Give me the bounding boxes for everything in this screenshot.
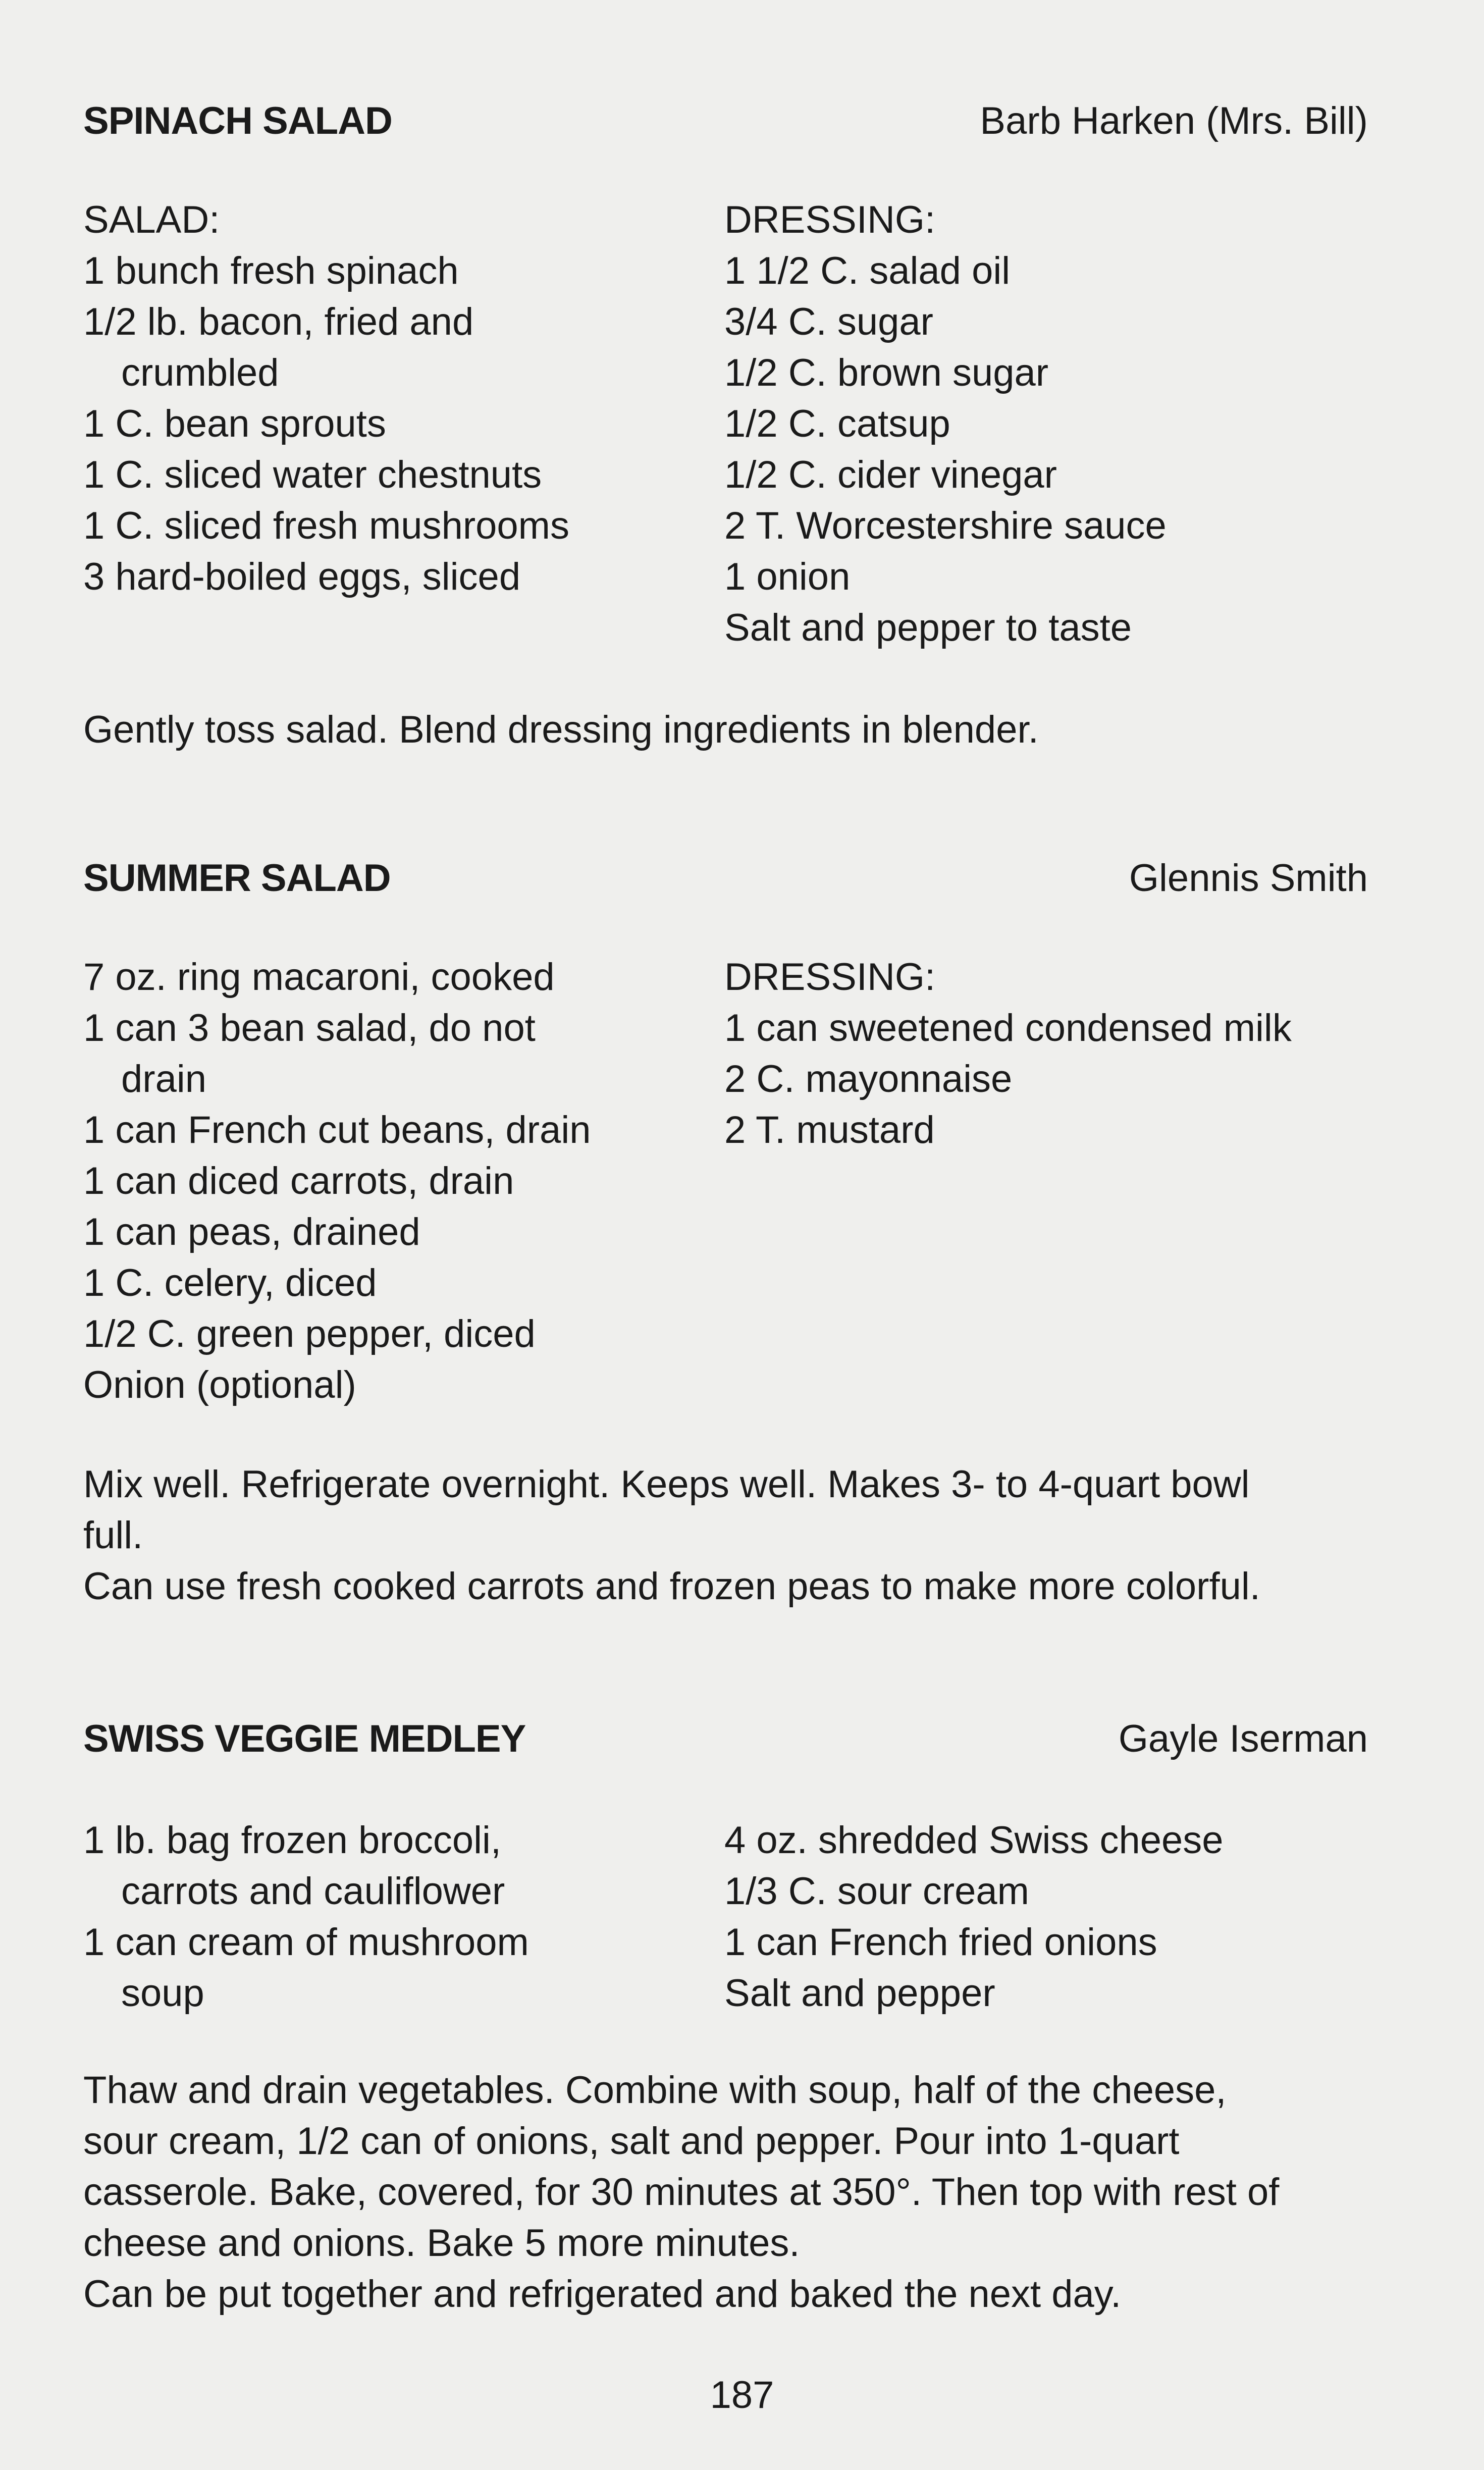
ingredient-line: Onion (optional) bbox=[83, 1363, 356, 1406]
direction-line: Can be put together and refrigerated and baked the next day. bbox=[83, 2273, 1122, 2316]
ingredient-line: 3 hard-boiled eggs, sliced bbox=[83, 555, 521, 598]
page-number: 187 bbox=[710, 2374, 774, 2416]
ingredients-left-column bbox=[83, 1815, 529, 2019]
ingredient-line: 1 can French cut beans, drain bbox=[83, 1109, 591, 1151]
ingredient-line: 1 lb. bag frozen broccoli, bbox=[83, 1819, 502, 1862]
ingredients-right-column bbox=[724, 194, 1167, 653]
recipe-summer-salad bbox=[83, 856, 1368, 1608]
ingredient-line: 1 can diced carrots, drain bbox=[83, 1160, 514, 1202]
ingredient-line: carrots and cauliflower bbox=[121, 1870, 505, 1913]
recipe-author: Glennis Smith bbox=[1129, 857, 1368, 900]
ingredient-line: 1 onion bbox=[724, 555, 851, 598]
recipe-header bbox=[83, 856, 1368, 901]
ingredient-line: 1/3 C. sour cream bbox=[724, 1870, 1029, 1913]
ingredient-line: 4 oz. shredded Swiss cheese bbox=[724, 1819, 1224, 1862]
ingredients-right-column bbox=[724, 1815, 1224, 2019]
ingredient-line: Salt and pepper bbox=[724, 1972, 995, 2015]
ingredient-line: drain bbox=[121, 1058, 206, 1100]
ingredient-line: Salt and pepper to taste bbox=[724, 606, 1132, 649]
direction-line: Can use fresh cooked carrots and frozen peas to make more colorful. bbox=[83, 1565, 1260, 1608]
ingredient-line: 1 C. sliced fresh mushrooms bbox=[83, 504, 569, 547]
direction-line: Gently toss salad. Blend dressing ingredients in blender. bbox=[83, 708, 1039, 751]
ingredient-line: 2 T. mustard bbox=[724, 1109, 935, 1151]
ingredient-line: 1/2 C. cider vinegar bbox=[724, 453, 1057, 496]
recipe-title: SUMMER SALAD bbox=[83, 857, 391, 900]
ingredient-line: 7 oz. ring macaroni, cooked bbox=[83, 956, 555, 998]
ingredients-right-column bbox=[724, 952, 1292, 1155]
ingredient-line: 2 T. Worcestershire sauce bbox=[724, 504, 1167, 547]
directions bbox=[83, 1459, 1368, 1612]
ingredient-line: 1 C. celery, diced bbox=[83, 1262, 377, 1304]
ingredient-line: 1 can cream of mushroom bbox=[83, 1921, 529, 1964]
ingredient-line: 1/2 lb. bacon, fried and bbox=[83, 300, 474, 343]
recipe-title: SWISS VEGGIE MEDLEY bbox=[83, 1717, 526, 1760]
ingredient-line: 1/2 C. green pepper, diced bbox=[83, 1312, 536, 1355]
ingredient-line: 1 bunch fresh spinach bbox=[83, 249, 459, 292]
ingredient-line: 1/2 C. brown sugar bbox=[724, 351, 1049, 394]
ingredient-line: DRESSING: bbox=[724, 198, 936, 241]
ingredient-line: SALAD: bbox=[83, 198, 220, 241]
recipe-author: Barb Harken (Mrs. Bill) bbox=[980, 99, 1368, 142]
direction-line: sour cream, 1/2 can of onions, salt and pepper. Pour into 1-quart bbox=[83, 2120, 1180, 2163]
ingredients-left-column bbox=[83, 194, 569, 602]
directions bbox=[83, 2065, 1368, 2320]
direction-line: cheese and onions. Bake 5 more minutes. bbox=[83, 2222, 800, 2265]
ingredient-line: 1 can peas, drained bbox=[83, 1211, 420, 1253]
ingredient-line: 1 C. bean sprouts bbox=[83, 402, 386, 445]
recipe-spinach-salad bbox=[83, 98, 1368, 751]
ingredient-line: 3/4 C. sugar bbox=[724, 300, 933, 343]
recipe-header bbox=[83, 1716, 1368, 1762]
ingredient-line: 1 can 3 bean salad, do not bbox=[83, 1007, 536, 1049]
direction-line: Thaw and drain vegetables. Combine with soup, half of the cheese, bbox=[83, 2069, 1227, 2112]
ingredient-line: 2 C. mayonnaise bbox=[724, 1058, 1013, 1100]
ingredient-line: 1 C. sliced water chestnuts bbox=[83, 453, 542, 496]
recipe-header bbox=[83, 98, 1368, 144]
recipe-author: Gayle Iserman bbox=[1118, 1717, 1368, 1760]
ingredient-line: soup bbox=[121, 1972, 204, 2015]
ingredient-line: 1 can sweetened condensed milk bbox=[724, 1007, 1292, 1049]
ingredient-line: 1/2 C. catsup bbox=[724, 402, 950, 445]
recipe-title: SPINACH SALAD bbox=[83, 99, 392, 142]
ingredient-line: 1 1/2 C. salad oil bbox=[724, 249, 1011, 292]
ingredient-line: crumbled bbox=[121, 351, 279, 394]
direction-line: full. bbox=[83, 1514, 143, 1557]
direction-line: Mix well. Refrigerate overnight. Keeps well. Makes 3- to 4-quart bowl bbox=[83, 1463, 1250, 1506]
ingredient-line: DRESSING: bbox=[724, 956, 936, 998]
ingredient-line: 1 can French fried onions bbox=[724, 1921, 1157, 1964]
ingredients-left-column bbox=[83, 952, 591, 1410]
direction-line: casserole. Bake, covered, for 30 minutes at 350°. Then top with rest of bbox=[83, 2171, 1280, 2214]
recipe-swiss-veggie-medley bbox=[83, 1716, 1368, 2316]
directions bbox=[83, 704, 1368, 755]
